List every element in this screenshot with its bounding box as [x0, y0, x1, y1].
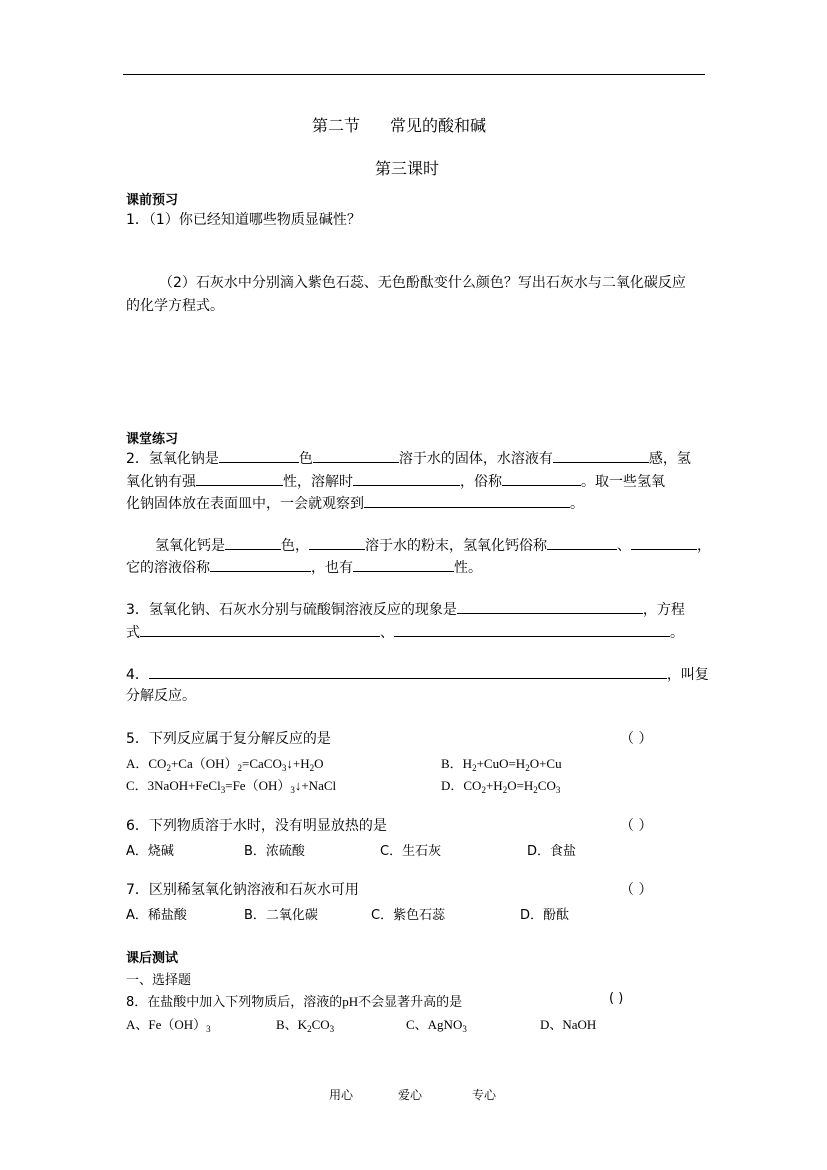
subscript: 3 — [290, 785, 295, 795]
section-label: 第二节 — [312, 116, 361, 135]
footer-item: 爱心 — [398, 1088, 423, 1102]
text: 不会显著升高的是 — [358, 995, 463, 1010]
text: ，俗称 — [460, 474, 502, 490]
question-5-stem: 5．下列反应属于复分解反应的是 — [126, 731, 331, 747]
text: =CaCO — [242, 756, 282, 771]
blank[interactable] — [353, 472, 460, 486]
blank[interactable] — [313, 449, 399, 463]
question-number: 1． — [126, 212, 149, 228]
subscript: 2 — [533, 785, 538, 795]
subscript: 3 — [555, 785, 561, 795]
option-a[interactable] — [126, 753, 323, 772]
option-a[interactable] — [126, 1014, 211, 1033]
question-2-line1 — [126, 449, 691, 468]
text: B、K — [276, 1017, 308, 1032]
text: pH — [342, 994, 359, 1009]
text: ，叫复 — [666, 667, 709, 683]
subscript: 2 — [472, 763, 477, 773]
text: 溶于水的固体，水溶液有 — [398, 451, 553, 467]
blank[interactable] — [547, 536, 617, 550]
subscript: 3 — [220, 785, 226, 795]
text: B．H — [441, 756, 473, 771]
question-6-stem: 6．下列物质溶于水时，没有明显放热的是 — [126, 818, 387, 834]
blank[interactable] — [210, 558, 311, 572]
text: ，方程 — [642, 602, 685, 618]
calcium-line1 — [155, 536, 711, 555]
text: 它的溶液俗称 — [126, 560, 210, 576]
option-c[interactable] — [126, 775, 336, 794]
option-b[interactable]: B．二氧化碳 — [244, 908, 318, 923]
footer-item: 用心 — [329, 1088, 354, 1102]
blank[interactable] — [394, 623, 670, 637]
option-d[interactable] — [441, 775, 560, 794]
text: CO — [537, 778, 556, 793]
blank[interactable] — [457, 600, 643, 614]
section-title — [312, 113, 486, 136]
blank[interactable] — [219, 449, 299, 463]
subscript: 2 — [166, 763, 171, 773]
text: 性，溶解时 — [283, 474, 353, 490]
question-1b-line2: 的化学方程式。 — [126, 298, 224, 314]
option-d[interactable]: D、NaOH — [540, 1017, 597, 1032]
option-c[interactable] — [406, 1014, 467, 1033]
text: 、 — [380, 625, 394, 641]
option-d[interactable]: D．酚酞 — [520, 908, 570, 923]
footer-item: 专心 — [472, 1088, 497, 1102]
blank[interactable] — [631, 536, 697, 550]
text: CO — [311, 1017, 330, 1032]
text: O — [314, 756, 324, 771]
test-heading: 课后测试 — [126, 951, 179, 966]
text: C、AgNO — [406, 1017, 463, 1032]
subscript: 2 — [237, 763, 243, 773]
text: 4． — [126, 667, 149, 683]
text: 。 — [570, 496, 584, 512]
text: 。 — [670, 625, 684, 641]
blank[interactable] — [140, 623, 380, 637]
text: 8．在盐酸中加入下列物质后，溶液的 — [126, 995, 343, 1010]
question-text: （1）你已经知道哪些物质显碱性？ — [148, 212, 361, 228]
text: 溶于水的粉末，氢氧化钙俗称 — [365, 538, 547, 554]
question-4-line2: 分解反应。 — [126, 688, 196, 704]
lesson-subtitle: 第三课时 — [375, 159, 440, 178]
subscript: 2 — [307, 1024, 312, 1034]
text: A、Fe（OH） — [126, 1017, 207, 1032]
text: +Ca（OH） — [170, 756, 238, 771]
text: 式 — [126, 625, 140, 641]
subscript: 3 — [206, 1024, 211, 1034]
question-2-line2 — [126, 472, 665, 491]
section-topic: 常见的酸和碱 — [390, 116, 487, 135]
text: D．CO — [441, 778, 482, 793]
question-1b-line1: （2）石灰水中分别滴入紫色石蕊、无色酚酞变什么颜色？写出石灰水与二氧化碳反应 — [159, 275, 686, 291]
text: ， — [697, 538, 711, 554]
question-4-line1 — [126, 665, 709, 684]
subscript: 2 — [481, 785, 486, 795]
option-a[interactable]: A．烧碱 — [126, 844, 174, 859]
blank[interactable] — [364, 494, 570, 508]
text: A．CO — [126, 756, 167, 771]
subscript: 3 — [281, 763, 287, 773]
option-b[interactable]: B．浓硫酸 — [244, 844, 305, 859]
text: ，也有 — [311, 560, 353, 576]
subscript: 3 — [462, 1024, 467, 1034]
text: 氧化钠有强 — [126, 474, 196, 490]
text: O+Cu — [529, 756, 562, 771]
section-choice: 一、选择题 — [126, 973, 192, 988]
calcium-line2 — [126, 558, 482, 577]
text: 感，氢 — [648, 451, 691, 467]
blank[interactable] — [502, 472, 581, 486]
text: ↓+H — [286, 756, 310, 771]
blank[interactable] — [553, 449, 649, 463]
answer-paren: ( ) — [609, 991, 624, 1006]
blank[interactable] — [196, 472, 283, 486]
answer-paren: （ ） — [620, 818, 653, 834]
question-1a — [126, 211, 361, 229]
blank[interactable] — [225, 536, 281, 550]
text: 色， — [281, 538, 309, 554]
text: 、 — [617, 538, 631, 554]
question-7-stem: 7．区别稀氢氧化钠溶液和石灰水可用 — [126, 882, 359, 898]
question-3-line2 — [126, 623, 684, 642]
answer-paren: （ ） — [620, 882, 653, 898]
text: 。取一些氢氧 — [581, 474, 665, 490]
text: 化钠固体放在表面皿中，一会就观察到 — [126, 496, 364, 512]
text: 2．氢氧化钠是 — [126, 451, 219, 467]
question-2-line3 — [126, 494, 584, 513]
subscript: 2 — [525, 763, 530, 773]
blank[interactable] — [309, 536, 365, 550]
subscript: 2 — [309, 763, 315, 773]
blank[interactable] — [353, 558, 454, 572]
text: 性。 — [454, 560, 482, 576]
text: C．3NaOH+FeCl — [126, 778, 221, 793]
text: 色 — [298, 451, 313, 467]
text: O=H — [507, 778, 534, 793]
option-b[interactable] — [276, 1014, 334, 1033]
question-3-line1 — [126, 600, 685, 619]
answer-paren: （ ） — [620, 731, 653, 747]
option-c[interactable]: C．生石灰 — [380, 844, 442, 859]
subscript: 3 — [329, 1024, 335, 1034]
option-a[interactable]: A．稀盐酸 — [126, 908, 187, 923]
text: 3．氢氧化钠、石灰水分别与硫酸铜溶液反应的现象是 — [126, 602, 457, 618]
blank[interactable] — [149, 665, 667, 679]
text: ↓+NaCl — [294, 778, 337, 793]
header-rule — [123, 74, 705, 75]
subscript: 2 — [502, 785, 508, 795]
practice-heading: 课堂练习 — [126, 432, 179, 447]
text: 氢氧化钙是 — [155, 538, 225, 554]
text: +CuO=H — [476, 756, 526, 771]
text: +H — [485, 778, 503, 793]
preview-heading: 课前预习 — [126, 193, 179, 208]
text: =Fe（OH） — [225, 778, 291, 793]
option-b[interactable] — [441, 753, 562, 772]
question-8-stem — [126, 991, 462, 1010]
option-d[interactable]: D．食盐 — [527, 844, 577, 859]
option-c[interactable]: C．紫色石蕊 — [371, 908, 446, 923]
